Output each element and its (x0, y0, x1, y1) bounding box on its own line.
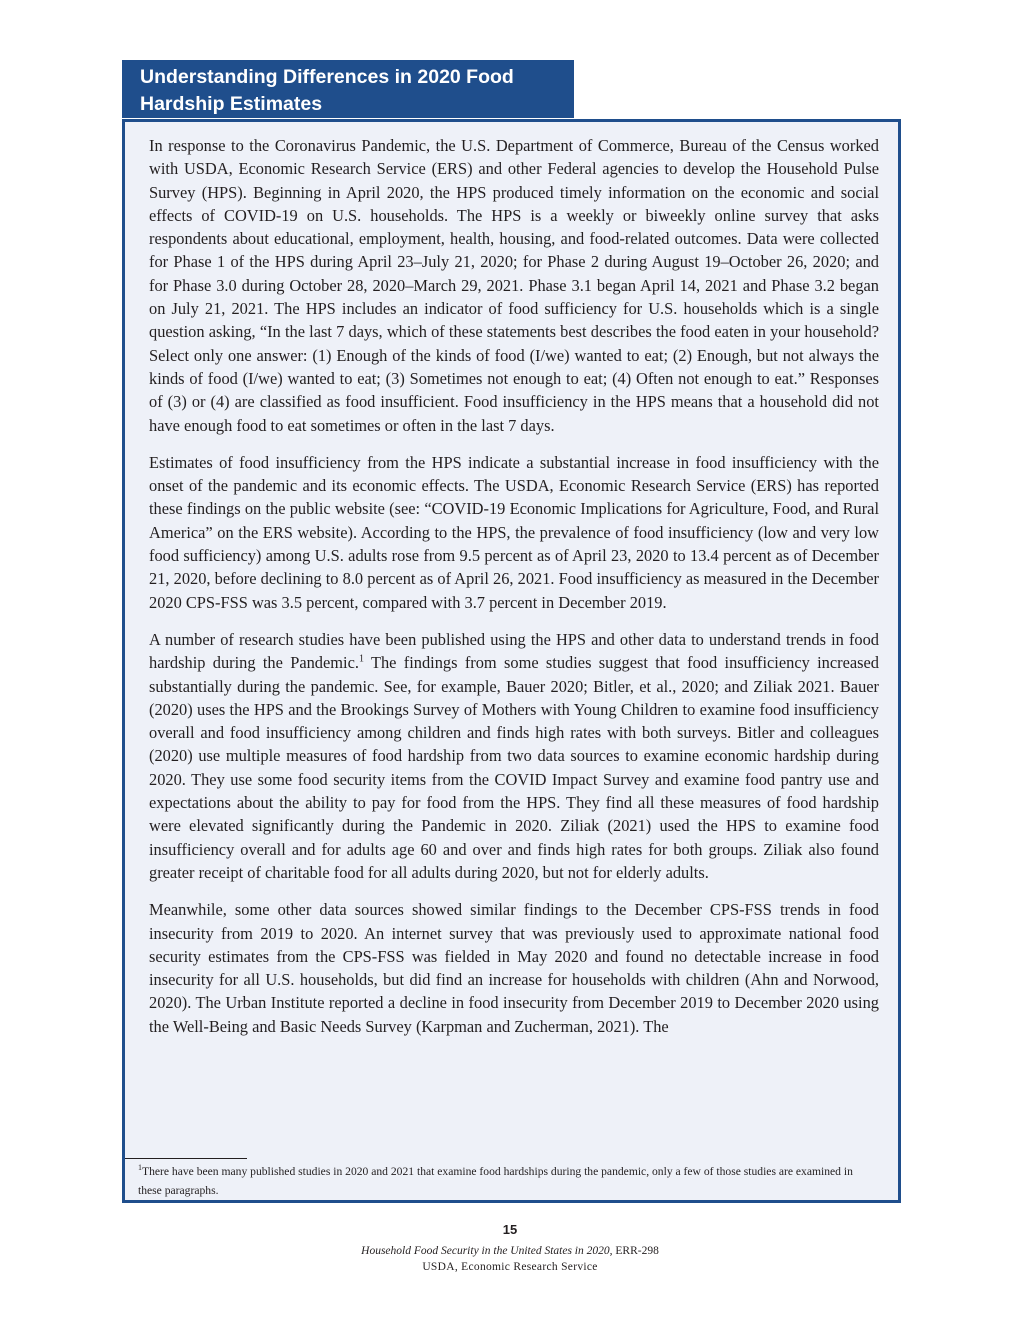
paragraph-other-sources: Meanwhile, some other data sources showed similar findings to the December CPS-FSS trends in food insecurity from 2019 to 2020. An internet survey that was previously used to approximate national food security estimates from the CPS-FSS was fielded in May 2020 and found no detectable increase in food insecurity for all U.S. households, but did find an increase for households with children (Ahn and Norwood, 2020). The Urban Institute reported a decline in food insecurity from December 2019 to December 2020 using the Well-Being and Basic Needs Survey (Karpman and Zucherman, 2021). The (149, 900, 879, 1036)
sidebar-title-line-1: Understanding Differences in 2020 Food (140, 66, 514, 88)
footnote-divider (125, 1158, 247, 1159)
paragraph-hps-background: In response to the Coronavirus Pandemic, the U.S. Department of Commerce, Bureau of the Census worked with USDA, Economic Research Service (ERS) and other Federal agencies to develop the Household Pulse Survey (HPS). Beginning in April 2020, the HPS produced timely information on the economic and social effects of COVID-19 on U.S. households. The HPS is a weekly or biweekly online survey that asks respondents about educational, employment, health, housing, and food-related outcomes. Data were collected for Phase 1 of the HPS during April 23–July 21, 2020; for Phase 2 during August 19–October 26, 2020; and for Phase 3.0 during October 28, 2020–March 29, 2021. Phase 3.1 began April 14, 2021 and Phase 3.2 began on July 21, 2021. The HPS includes an indicator of food sufficiency for U.S. households which is a single question asking, “In the last 7 days, which of these statements best describes the food eaten in your household? Select only one answer: (1) Enough of the kinds of food (I/we) wanted to eat; (2) Enough, but not always the kinds of food (I/we) wanted to eat; (3) Sometimes not enough to eat; (4) Often not enough to eat.” Responses of (3) or (4) are classified as food insufficient. Food insufficiency in the HPS means that a household did not have enough food to eat sometimes or often in the last 7 days. (149, 136, 879, 435)
sidebar-content (149, 134, 879, 1052)
paragraph-research-studies (149, 628, 879, 884)
footnote-reference: 1 (358, 653, 364, 665)
footnote (138, 1162, 878, 1200)
report-number: ERR-298 (612, 1245, 659, 1257)
paragraph-research-studies-part-1: A number of research studies have been published using the HPS and other data to understand trends in food hardship during the Pandemic. (149, 629, 879, 673)
publication-title: Household Food Security in the United States in 2020, (361, 1245, 613, 1257)
paragraph-hps-estimates: Estimates of food insufficiency from the HPS indicate a substantial increase in food insufficiency with the onset of the pandemic and its economic effects. The USDA, Economic Research Service (ERS) has reported these findings on the public website (see: “COVID-19 Economic Implications for Agriculture, Food, and Rural America” on the ERS website). According to the HPS, the prevalence of food insufficiency (low and very low food sufficiency) among U.S. adults rose from 9.5 percent as of April 23, 2020 to 13.4 percent as of December 21, 2020, before declining to 8.0 percent as of April 26, 2021. Food insufficiency as measured in the December 2020 CPS-FSS was 3.5 percent, compared with 3.7 percent in December 2019. (149, 452, 879, 612)
paragraph-research-studies-part-2: The findings from some studies suggest that food insufficiency increased substantially during the pandemic. See, for example, Bauer 2020; Bitler, et al., 2020; and Ziliak 2021. Bauer (2020) uses the HPS and the Brookings Survey of Mothers with Young Children to examine food insufficiency overall and food insufficiency among children and finds high rates with both surveys. Bitler and colleagues (2020) use multiple measures of food hardship from two data sources to examine economic hardship during 2020. They use some food security items from the COVID Impact Survey and examine food pantry use and expectations about the ability to pay for food from the HPS. They find all these measures of food hardship were elevated significantly during the Pandemic in 2020. Ziliak (2021) used the HPS to examine food insufficiency overall and for adults age 60 and over and finds high rates for both groups. Ziliak also found greater receipt of charitable food for all adults during 2020, but not for elderly adults. (149, 653, 879, 882)
sidebar-title (122, 60, 574, 118)
footer-publication (0, 1244, 1020, 1259)
sidebar-box (122, 119, 901, 1203)
footnote-marker: 1 (138, 1163, 142, 1173)
sidebar-title-line-2: Hardship Estimates (140, 93, 323, 115)
footnote-text: There have been many published studies in 2020 and 2021 that examine food hardships during the pandemic, only a few of those studies are examined in these paragraphs. (138, 1165, 853, 1197)
footer-agency: USDA, Economic Research Service (422, 1261, 598, 1273)
page-number: 15 (502, 1222, 518, 1237)
